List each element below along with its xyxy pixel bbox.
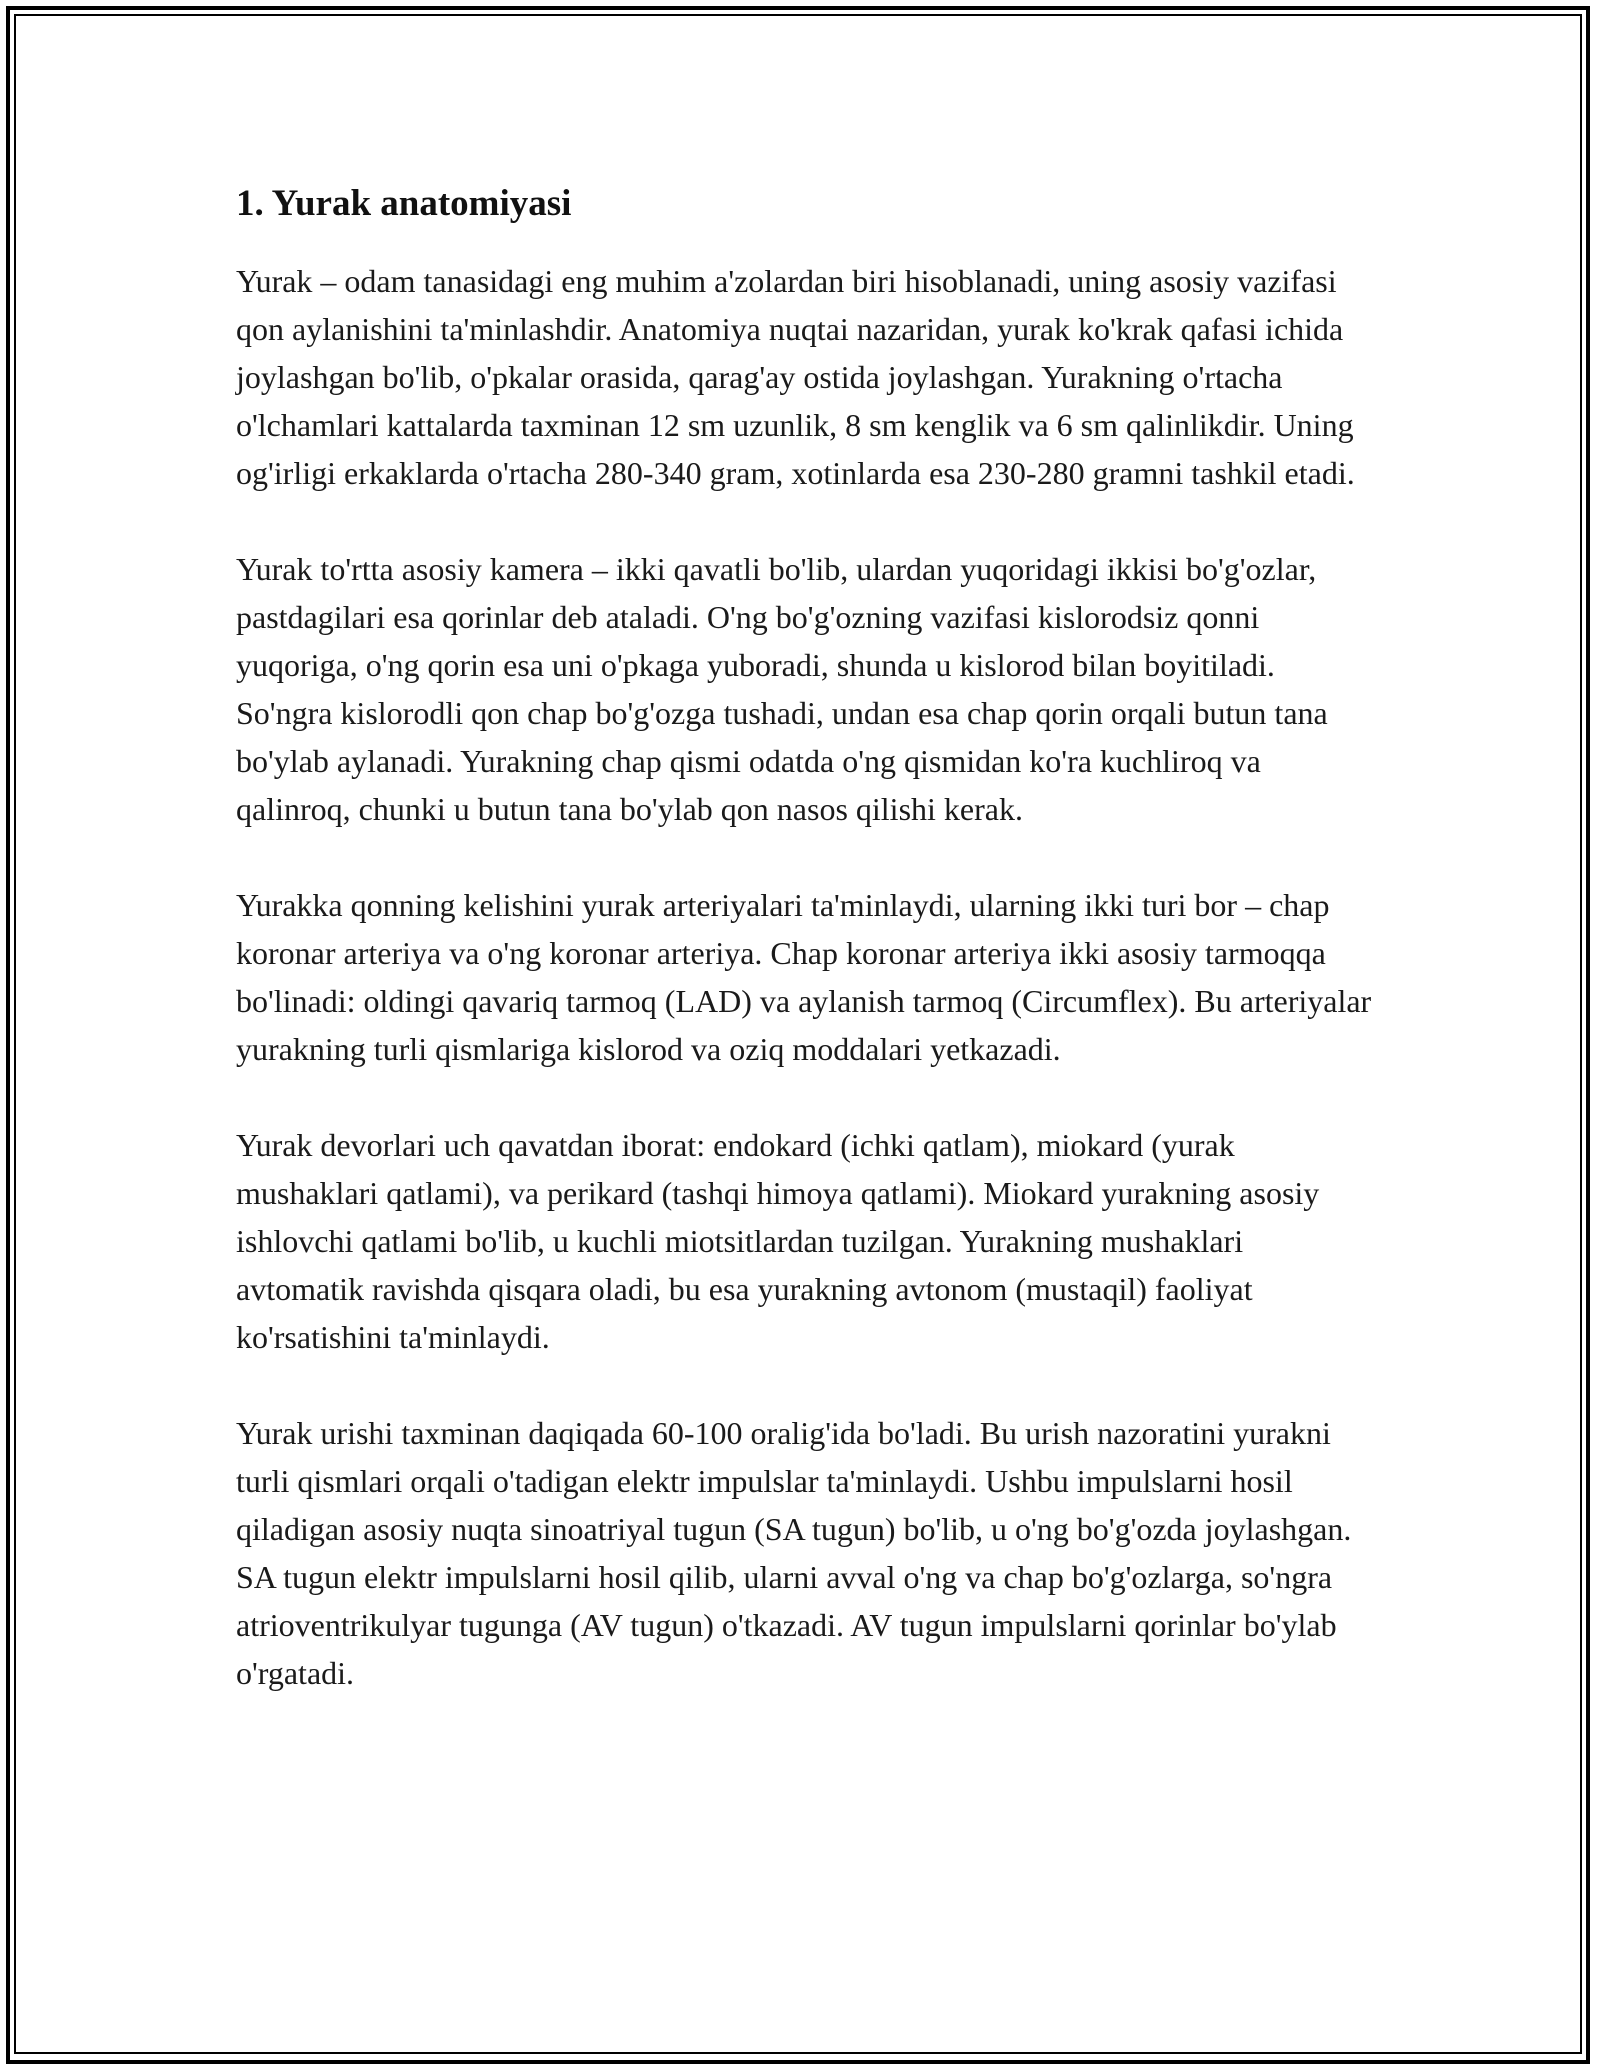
paragraph-heart-overview: Yurak – odam tanasidagi eng muhim a'zolardan biri hisoblanadi, uning asosiy vazifasi qon aylanishini ta'minlashdir. Anatomiya nuqtai nazaridan, yurak ko'krak qafasi ichida joylashgan bo'lib, o'pkalar orasida, qarag'ay ostida joylashgan. Yurakning o'rtacha o'lchamlari kattalarda taxminan 12 sm uzunlik, 8 sm kenglik va 6 sm qalinlikdir. Uning og'irligi erkaklarda o'rtacha 280-340 gram, xotinlarda esa 230-280 gramni tashkil etadi. [236,263,1355,492]
paragraph-coronary-arteries: Yurakka qonning kelishini yurak arteriyalari ta'minlaydi, ularning ikki turi bor – chap koronar arteriya va o'ng koronar arteriya. Chap koronar arteriya ikki asosiy tarmoqqa bo'linadi: oldingi qavariq tarmoq (LAD) va aylanish tarmoq (Circumflex). Bu arteriyalar yurakning turli qismlariga kislorod va oziq moddalari yetkazadi. [236,887,1372,1068]
paragraph-heart-walls: Yurak devorlari uch qavatdan iborat: endokard (ichki qatlam), miokard (yurak mushaklari qatlami), va perikard (tashqi himoya qatlami). Miokard yurakning asosiy ishlovchi qatlami bo'lib, u kuchli miotsitlardan tuzilgan. Yurakning mushaklari avtomatik ravishda qisqara oladi, bu esa yurakning avtonom (mustaqil) faoliyat ko'rsatishini ta'minlaydi. [236,1127,1320,1356]
paragraph-heart-rhythm: Yurak urishi taxminan daqiqada 60-100 oralig'ida bo'ladi. Bu urish nazoratini yurakni turli qismlari orqali o'tadigan elektr impulslar ta'minlaydi. Ushbu impulslarni hosil qiladigan asosiy nuqta sinoatriyal tugun (SA tugun) bo'lib, u o'ng bo'g'ozda joylashgan. SA tugun elektr impulslarni hosil qilib, ularni avval o'ng va chap bo'g'ozlarga, so'ngra atrioventrikulyar tugunga (AV tugun) o'tkazadi. AV tugun impulslarni qorinlar bo'ylab o'rgatadi. [236,1415,1352,1692]
paragraph-heart-chambers: Yurak to'rtta asosiy kamera – ikki qavatli bo'lib, ulardan yuqoridagi ikkisi bo'g'ozlar, pastdagilari esa qorinlar deb ataladi. O'ng bo'g'ozning vazifasi kislorodsiz qonni yuqoriga, o'ng qorin esa uni o'pkaga yuboradi, shunda u kislorod bilan boyitiladi. So'ngra kislorodli qon chap bo'g'ozga tushadi, undan esa chap qorin orqali butun tana bo'ylab aylanadi. Yurakning chap qismi odatda o'ng qismidan ko'ra kuchliroq va qalinroq, chunki u butun tana bo'ylab qon nasos qilishi kerak. [236,551,1328,828]
section-title: 1. Yurak anatomiyasi [236,183,572,224]
document-body [236,180,1376,1745]
